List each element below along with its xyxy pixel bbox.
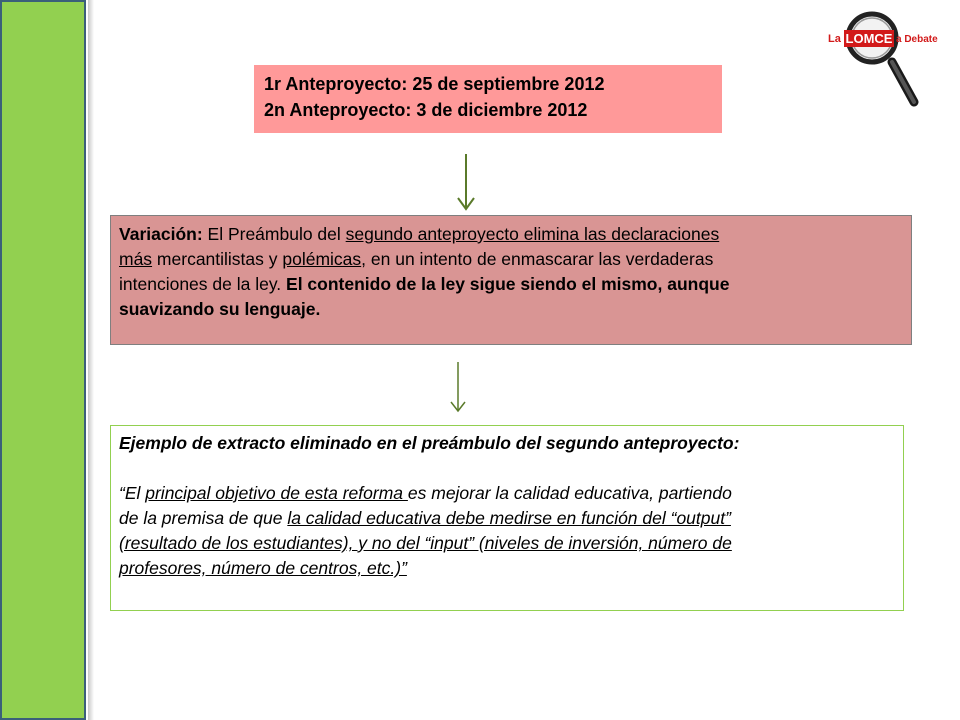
example-excerpt-box [110,425,904,611]
left-accent-bar [0,0,86,720]
variation-conclusion: suavizando su lenguaje. [119,299,321,319]
dates-box [254,65,722,133]
quote-underlined-text: la calidad educativa debe medirse en función del “output” [287,508,731,528]
first-draft-date: 1r Anteproyecto: 25 de septiembre 2012 [264,74,605,94]
example-quote [119,481,895,581]
logo-text-lomce: LOMCE [845,31,893,46]
variation-label: Variación: [119,224,203,244]
variation-underlined-text: polémicas [282,249,362,269]
left-accent-shadow [88,0,94,720]
variation-underlined-text: más [119,249,153,269]
variation-text: El Preámbulo del [202,224,346,244]
variation-text: mercantilistas y [152,249,283,269]
variation-conclusion: El contenido de la ley sigue siendo el mismo, aunque [286,274,730,294]
quote-text: es mejorar la calidad educativa, partiendo [407,483,732,503]
quote-text: “El [119,483,146,503]
variation-text: intenciones de la ley. [119,274,287,294]
quote-text: de la premisa de que [119,508,288,528]
variation-text: , en un intento de enmascarar las verdaderas [361,249,714,269]
variation-box [110,215,912,345]
second-draft-date: 2n Anteproyecto: 3 de diciembre 2012 [264,100,588,120]
logo-text-la: La [828,33,841,45]
quote-underlined-text: principal objetivo de esta reforma [145,483,408,503]
lomce-debate-logo [826,10,944,110]
example-heading: Ejemplo de extracto eliminado en el preámbulo del segundo anteproyecto: [119,433,740,453]
down-arrow-icon [455,152,477,212]
down-arrow-icon [447,360,469,414]
variation-underlined-text: segundo anteproyecto elimina las declaraciones [345,224,720,244]
logo-text-debate: a Debate [896,34,938,45]
quote-underlined-text: profesores, número de centros, etc.)” [119,558,407,578]
quote-underlined-text: (resultado de los estudiantes), y no del “input” (niveles de inversión, número de [119,533,732,553]
